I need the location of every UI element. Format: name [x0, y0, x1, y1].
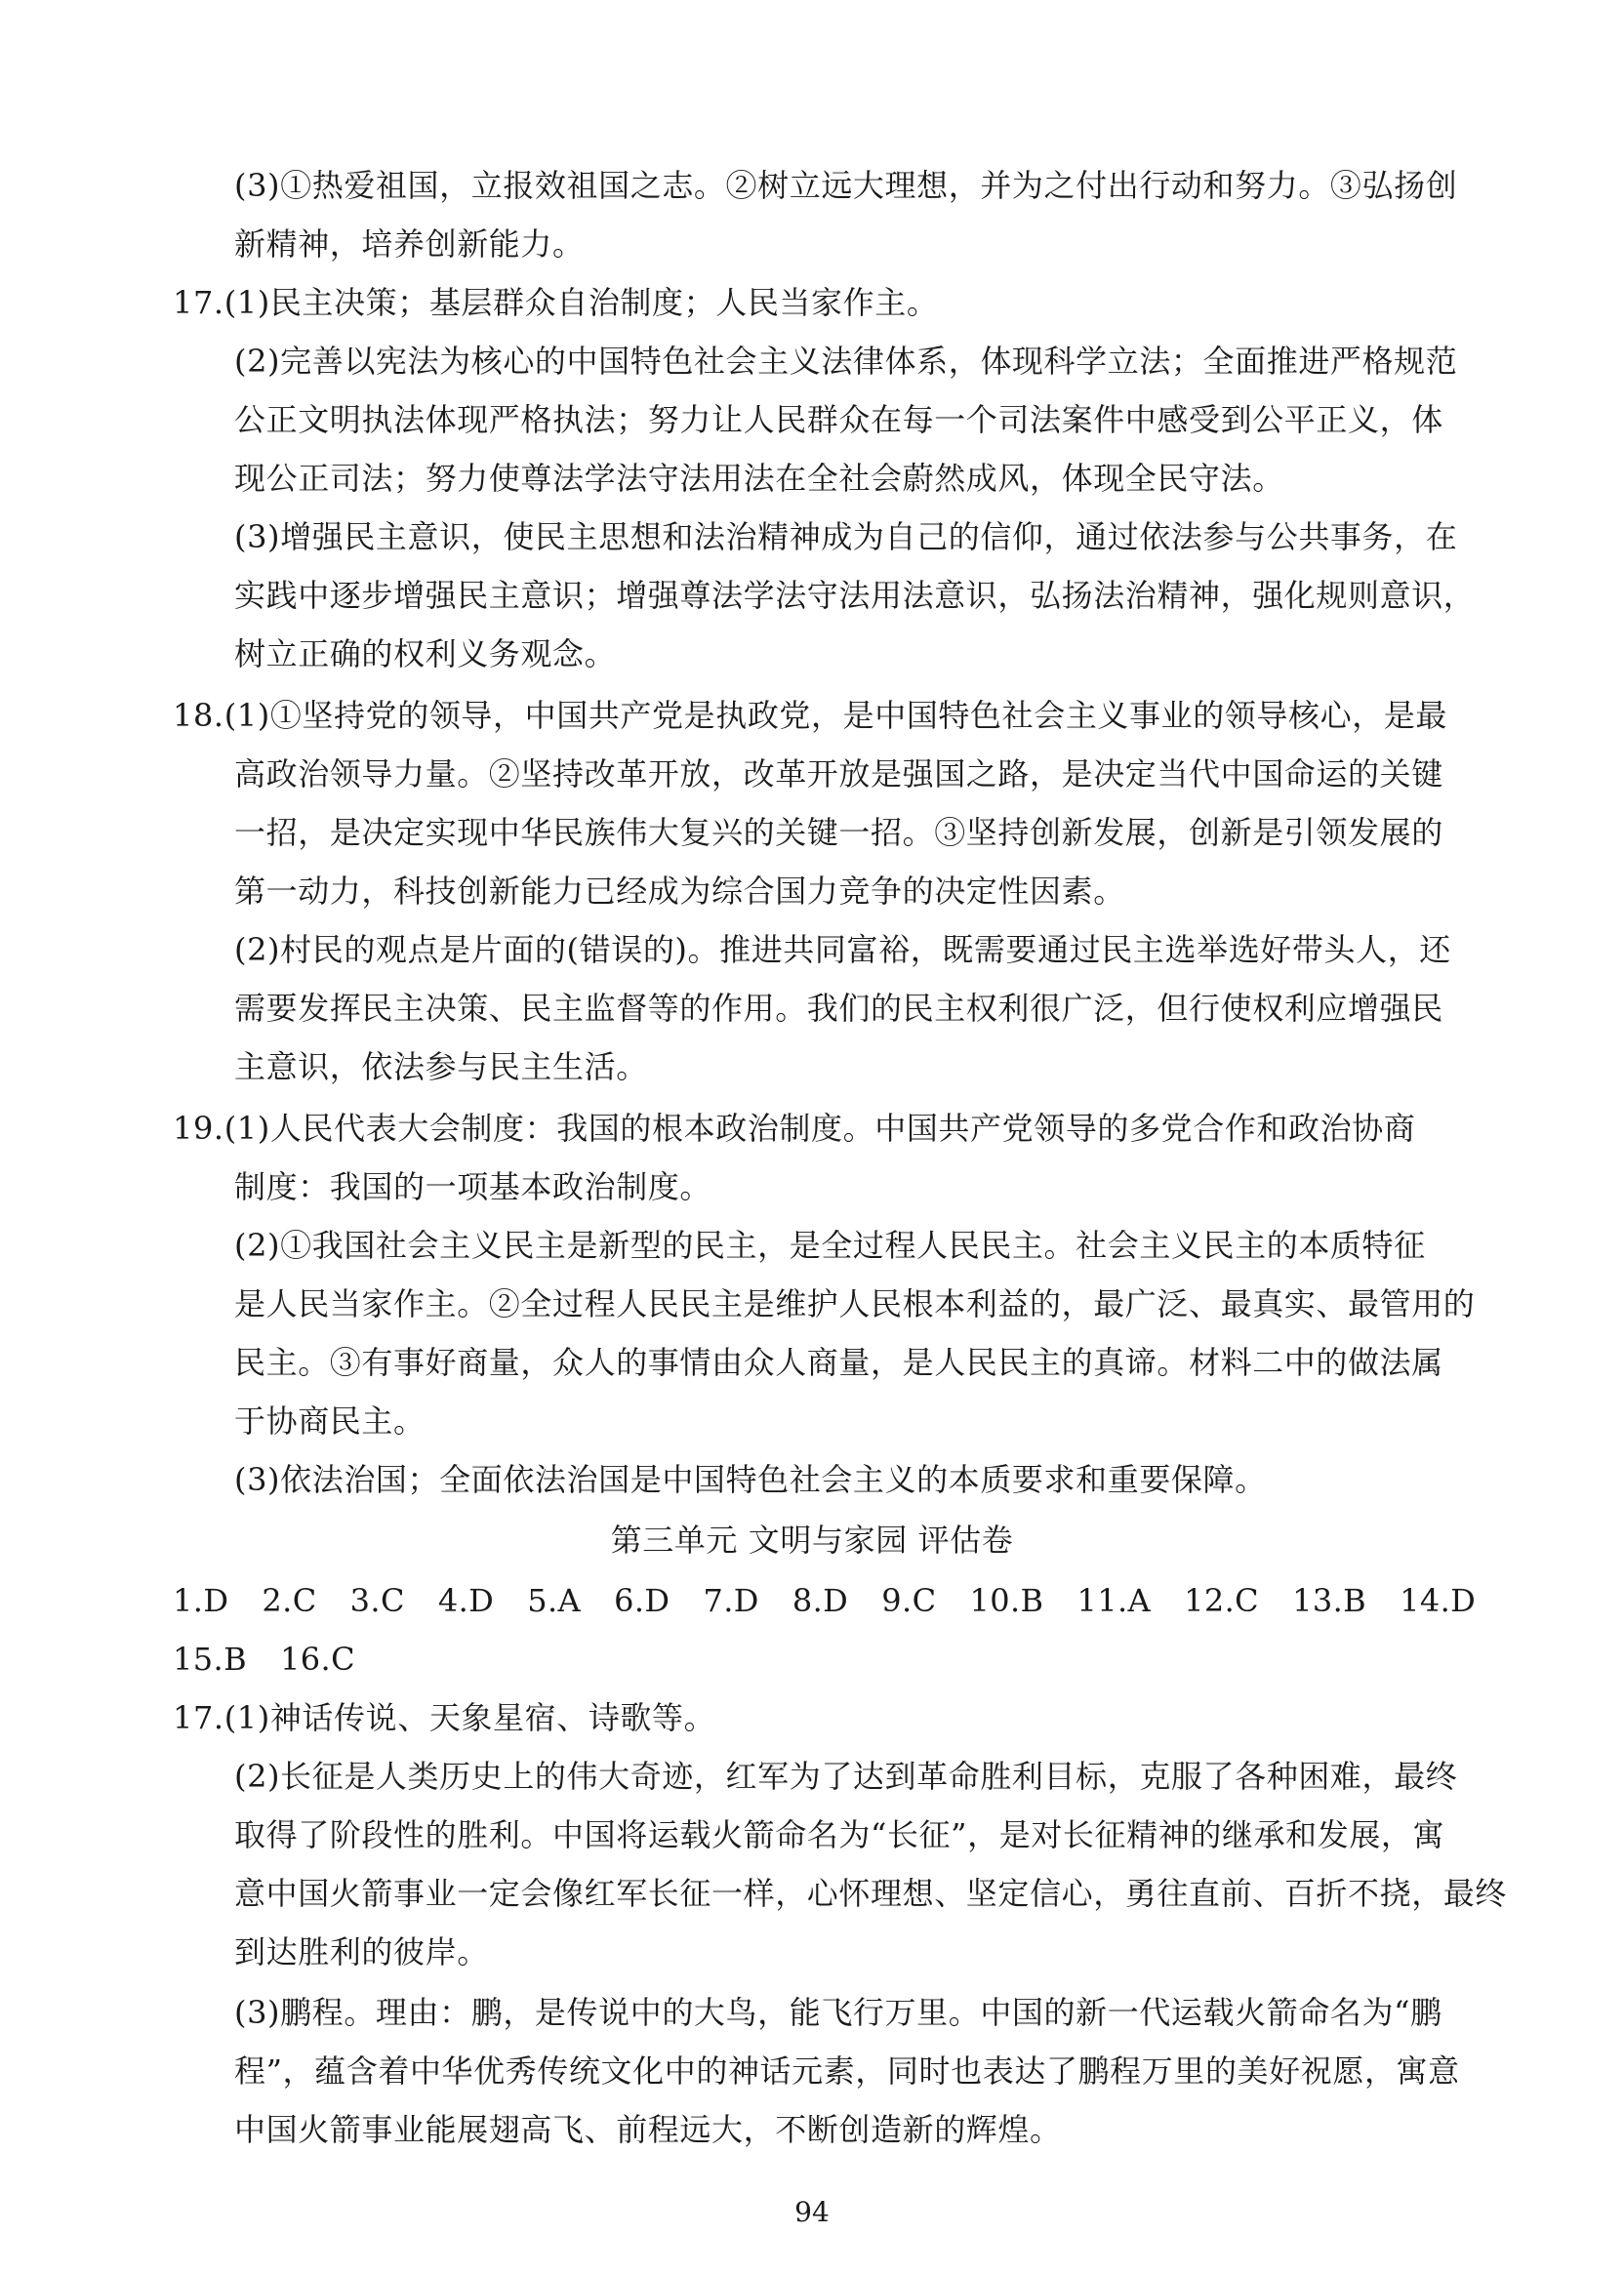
text-line: 民主。③有事好商量，众人的事情由众人商量，是人民民主的真谛。材料二中的做法属 — [234, 1344, 1443, 1381]
text-line: 现公正司法；努力使尊法学法守法用法在全社会蔚然成风，体现全民守法。 — [234, 460, 1284, 497]
answer-key-row — [173, 1640, 388, 1679]
text-line: (2)完善以宪法为核心的中国特色社会主义法律体系，体现科学立法；全面推进严格规范 — [234, 343, 1458, 380]
text-line: (3)增强民主意识，使民主思想和法治精神成为自己的信仰，通过依法参与公共事务，在 — [234, 518, 1458, 555]
section-title: 第三单元 文明与家园 评估卷 — [610, 1522, 1014, 1559]
text-line: 到达胜利的彼岸。 — [234, 1933, 489, 1970]
text-line: 程”，蕴含着中华优秀传统文化中的神话元素，同时也表达了鹏程万里的美好祝愿，寓意 — [234, 2052, 1460, 2090]
text-line: 实践中逐步增强民主意识；增强尊法学法守法用法意识，弘扬法治精神，强化规则意识， — [234, 577, 1476, 614]
question-17-line: 17.(1)神话传说、天象星宿、诗歌等。 — [173, 1699, 716, 1736]
answer-item: 16.C — [280, 1641, 355, 1678]
answer-item: 14.D — [1400, 1582, 1477, 1619]
answer-item: 8.D — [792, 1582, 849, 1619]
answer-item: 12.C — [1184, 1582, 1260, 1619]
text-line: 第一动力，科技创新能力已经成为综合国力竞争的决定性因素。 — [234, 873, 1125, 910]
answer-item: 2.C — [262, 1582, 317, 1619]
answer-item: 15.B — [173, 1641, 248, 1678]
text-line: (3)鹏程。理由：鹏，是传说中的大鸟，能飞行万里。中国的新一代运载火箭命名为“鹏 — [234, 1994, 1442, 2031]
text-line: 意中国火箭事业一定会像红军长征一样，心怀理想、坚定信心，勇往直前、百折不挠，最终 — [234, 1875, 1508, 1912]
answer-item: 5.A — [527, 1582, 582, 1619]
question-19-line: 19.(1)人民代表大会制度：我国的根本政治制度。中国共产党领导的多党合作和政治协商 — [173, 1110, 1416, 1147]
answer-item: 4.D — [437, 1582, 495, 1619]
text-line: 中国火箭事业能展翅高飞、前程远大，不断创造新的辉煌。 — [234, 2111, 1062, 2148]
text-line: (3)①热爱祖国，立报效祖国之志。②树立远大理想，并为之付出行动和努力。③弘扬创 — [234, 167, 1458, 204]
page-number: 94 — [794, 2196, 830, 2228]
answer-item: 6.D — [614, 1582, 670, 1619]
text-line: (2)村民的观点是片面的(错误的)。推进共同富裕，既需要通过民主选举选好带头人，还 — [234, 931, 1451, 968]
answer-item: 13.B — [1292, 1582, 1367, 1619]
question-17-line: 17.(1)民主决策；基层群众自治制度；人民当家作主。 — [173, 284, 939, 321]
answer-item: 11.A — [1076, 1582, 1152, 1619]
answer-item: 9.C — [881, 1582, 937, 1619]
text-line: 高政治领导力量。②坚持改革开放，改革开放是强国之路，是决定当代中国命运的关键 — [234, 755, 1443, 792]
text-line: 取得了阶段性的胜利。中国将运载火箭命名为“长征”，是对长征精神的继承和发展，寓 — [234, 1816, 1445, 1853]
text-line: 需要发挥民主决策、民主监督等的作用。我们的民主权利很广泛，但行使权利应增强民 — [234, 990, 1443, 1027]
text-line: (2)①我国社会主义民主是新型的民主，是全过程人民民主。社会主义民主的本质特征 — [234, 1227, 1426, 1264]
text-line: 主意识，依法参与民主生活。 — [234, 1048, 648, 1085]
question-18-line: 18.(1)①坚持党的领导，中国共产党是执政党，是中国特色社会主义事业的领导核心，是最 — [173, 697, 1448, 734]
text-line: 新精神，培养创新能力。 — [234, 225, 585, 263]
text-line: 制度：我国的一项基本政治制度。 — [234, 1168, 712, 1205]
answer-item: 7.D — [703, 1582, 759, 1619]
text-line: (2)长征是人类历史上的伟大奇迹，红军为了达到革命胜利目标，克服了各种困难，最终 — [234, 1758, 1458, 1795]
text-line: 是人民当家作主。②全过程人民民主是维护人民根本利益的，最广泛、最真实、最管用的 — [234, 1285, 1476, 1322]
text-line: (3)依法治国；全面依法治国是中国特色社会主义的本质要求和重要保障。 — [234, 1461, 1267, 1498]
answer-item: 3.C — [349, 1582, 405, 1619]
text-line: 公正文明执法体现严格执法；努力让人民群众在每一个司法案件中感受到公平正义，体 — [234, 401, 1443, 438]
answer-item: 10.B — [969, 1582, 1044, 1619]
text-line: 一招，是决定实现中华民族伟大复兴的关键一招。③坚持创新发展，创新是引领发展的 — [234, 814, 1443, 851]
text-line: 树立正确的权利义务观念。 — [234, 635, 617, 672]
text-line: 于协商民主。 — [234, 1402, 426, 1440]
answer-item: 1.D — [173, 1582, 229, 1619]
answer-key-row — [173, 1581, 1476, 1620]
